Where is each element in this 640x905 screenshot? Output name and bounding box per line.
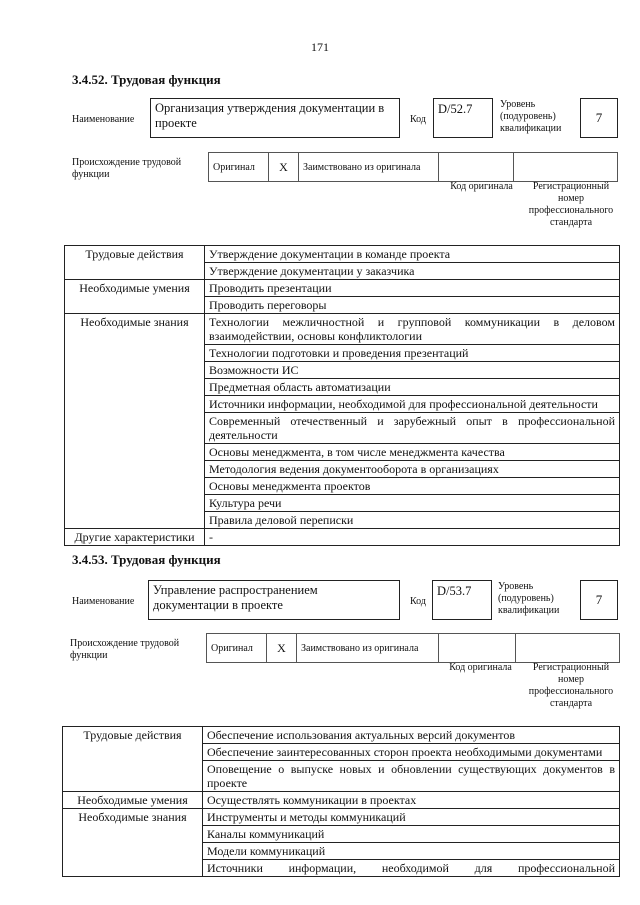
code-field: D/52.7	[433, 98, 493, 138]
table-row	[63, 792, 620, 809]
list-item: -	[205, 529, 620, 546]
code-original-cell	[438, 634, 515, 662]
function-name-field: Организация утверждения документации в проекте	[150, 98, 400, 138]
list-item: Культура речи	[205, 495, 620, 512]
list-item: Методология ведения документооборота в организациях	[205, 461, 620, 478]
original-label: Оригинал	[208, 153, 268, 181]
list-item: Проводить переговоры	[205, 297, 620, 314]
list-item: Предметная область автоматизации	[205, 379, 620, 396]
table-row	[65, 280, 620, 297]
level-field: 7	[580, 98, 618, 138]
origin-row	[208, 152, 618, 182]
list-item: Источники информации, необходимой для профессиональной деятельности	[205, 396, 620, 413]
list-item: Каналы коммуникаций	[203, 826, 620, 843]
requirements-table	[64, 245, 620, 546]
level-label: Уровень (подуровень) квалификации	[500, 99, 562, 134]
code-original-caption: Код оригинала	[450, 181, 513, 192]
section-title-3-4-52: 3.4.52. Трудовая функция	[72, 72, 221, 87]
list-item: Утверждение документации в команде проекта	[205, 246, 620, 263]
list-item: Источники информации, необходимой для профессиональной	[203, 860, 620, 877]
list-item: Утверждение документации у заказчика	[205, 263, 620, 280]
level-label: Уровень (подуровень) квалификации	[498, 581, 560, 616]
origin-label: Происхождение трудовой функции	[72, 157, 182, 180]
code-label: Код	[410, 596, 426, 607]
code-original-cell	[438, 153, 513, 181]
list-item: Модели коммуникаций	[203, 843, 620, 860]
list-item: Инструменты и методы коммуникаций	[203, 809, 620, 826]
borrowed-label: Заимствовано из оригинала	[298, 153, 438, 181]
list-item: Обеспечение заинтересованных сторон проекта необходимыми документами	[203, 744, 620, 761]
original-mark: X	[266, 634, 296, 662]
code-field: D/53.7	[432, 580, 492, 620]
list-item: Возможности ИС	[205, 362, 620, 379]
row-label-skills: Необходимые умения	[63, 792, 203, 809]
row-label-other: Другие характеристики	[65, 529, 205, 546]
reg-number-caption: Регистрационный номер профессионального стандарта	[528, 181, 614, 228]
reg-number-cell	[515, 634, 620, 662]
code-label: Код	[410, 114, 426, 125]
page-number: 171	[311, 40, 329, 54]
code-original-caption: Код оригинала	[449, 662, 512, 673]
name-label: Наименование	[72, 596, 135, 607]
list-item: Правила деловой переписки	[205, 512, 620, 529]
original-mark: X	[268, 153, 298, 181]
row-label-labor-actions: Трудовые действия	[63, 727, 203, 792]
function-name-field: Управление распространением документации в проекте	[148, 580, 400, 620]
requirements-table	[62, 726, 620, 877]
list-item: Технологии подготовки и проведения презентаций	[205, 345, 620, 362]
section-title-3-4-53: 3.4.53. Трудовая функция	[72, 552, 221, 567]
origin-label: Происхождение трудовой функции	[70, 638, 180, 661]
row-label-knowledge: Необходимые знания	[65, 314, 205, 529]
table-row	[63, 727, 620, 744]
table-row	[65, 529, 620, 546]
list-item: Проводить презентации	[205, 280, 620, 297]
table-row	[63, 809, 620, 826]
list-item: Обеспечение использования актуальных версий документов	[203, 727, 620, 744]
list-item: Современный отечественный и зарубежный опыт в профессиональной деятельности	[205, 413, 620, 444]
origin-row	[206, 633, 620, 663]
list-item: Основы менеджмента, в том числе менеджмента качества	[205, 444, 620, 461]
row-label-knowledge: Необходимые знания	[63, 809, 203, 877]
row-label-labor-actions: Трудовые действия	[65, 246, 205, 280]
row-label-skills: Необходимые умения	[65, 280, 205, 314]
reg-number-cell	[513, 153, 618, 181]
list-item: Оповещение о выпуске новых и обновлении существующих документов в проекте	[203, 761, 620, 792]
list-item: Основы менеджмента проектов	[205, 478, 620, 495]
table-row	[65, 314, 620, 345]
name-label: Наименование	[72, 114, 135, 125]
list-item: Осуществлять коммуникации в проектах	[203, 792, 620, 809]
original-label: Оригинал	[206, 634, 266, 662]
reg-number-caption: Регистрационный номер профессионального стандарта	[528, 662, 614, 709]
borrowed-label: Заимствовано из оригинала	[296, 634, 438, 662]
level-field: 7	[580, 580, 618, 620]
table-row	[65, 246, 620, 263]
list-item: Технологии межличностной и групповой коммуникации в деловом взаимодействии, основы конфликтологии	[205, 314, 620, 345]
